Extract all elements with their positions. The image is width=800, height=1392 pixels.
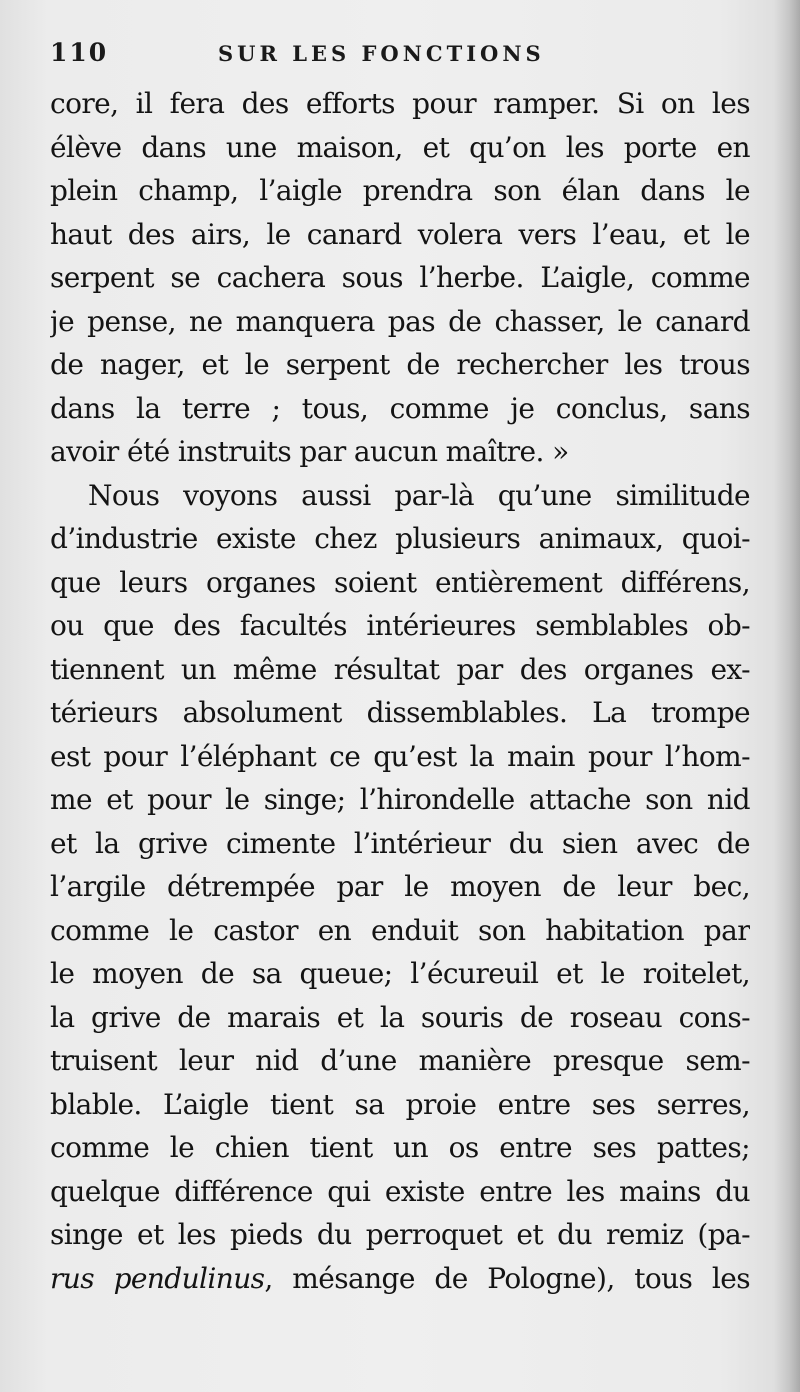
body-text: [50, 82, 750, 1300]
text-line: comme le chien tient un os entre ses pattes;: [50, 1131, 750, 1164]
text-line: je pense, ne manquera pas de chasser, le canard: [50, 304, 750, 338]
italic-latin-name: rus pendulinus: [50, 1261, 265, 1295]
text-line: tiennent un même résultat par des organes ex-: [50, 652, 750, 686]
paragraph-1: [50, 82, 750, 474]
text-run: , mésange de Pologne), tous les: [264, 1261, 750, 1295]
text-line: que leurs organes soient entièrement différens,: [50, 565, 750, 599]
text-line: élève dans une maison, et qu’on les porte en: [50, 130, 750, 164]
text-line: de nager, et le serpent de rechercher les trous: [50, 348, 750, 381]
text-line: quelque différence qui existe entre les mains du: [50, 1174, 750, 1208]
paragraph-2: [50, 474, 750, 1301]
text-line: comme le castor en enduit son habitation par: [50, 913, 750, 947]
text-line: serpent se cachera sous l’herbe. L’aigle, comme: [50, 261, 750, 294]
text-line: et la grive cimente l’intérieur du sien avec de: [50, 826, 750, 860]
running-head: SUR LES FONCTIONS: [218, 41, 545, 66]
text-line: blable. L’aigle tient sa proie entre ses serres,: [50, 1087, 750, 1121]
text-line: d’industrie existe chez plusieurs animaux, quoi-: [50, 522, 750, 555]
page-header: [50, 38, 750, 78]
text-line: térieurs absolument dissemblables. La trompe: [50, 696, 750, 729]
page-number: 110: [50, 38, 109, 67]
text-line: dans la terre ; tous, comme je conclus, sans: [50, 391, 750, 425]
text-line: truisent leur nid d’une manière presque sem-: [50, 1044, 750, 1077]
text-line: core, il fera des efforts pour ramper. Si on les: [50, 87, 750, 120]
text-line: [50, 1257, 750, 1301]
text-line: ou que des facultés intérieures semblables ob-: [50, 609, 750, 642]
text-line: haut des airs, le canard volera vers l’eau, et le: [50, 217, 750, 251]
text-line: singe et les pieds du perroquet et du remiz (pa-: [50, 1218, 750, 1251]
text-line: me et pour le singe; l’hirondelle attache son nid: [50, 783, 750, 816]
text-line: l’argile détrempée par le moyen de leur bec,: [50, 870, 750, 903]
text-line: la grive de marais et la souris de roseau cons-: [50, 1000, 750, 1034]
text-line: le moyen de sa queue; l’écureuil et le roitelet,: [50, 957, 750, 990]
text-line: avoir été instruits par aucun maître. »: [50, 435, 569, 468]
page-edge-shadow: [774, 0, 800, 1392]
text-line: est pour l’éléphant ce qu’est la main pour l’hom-: [50, 739, 750, 773]
text-line: Nous voyons aussi par-là qu’une similitude: [88, 478, 750, 512]
text-line: plein champ, l’aigle prendra son élan dans le: [50, 174, 750, 207]
